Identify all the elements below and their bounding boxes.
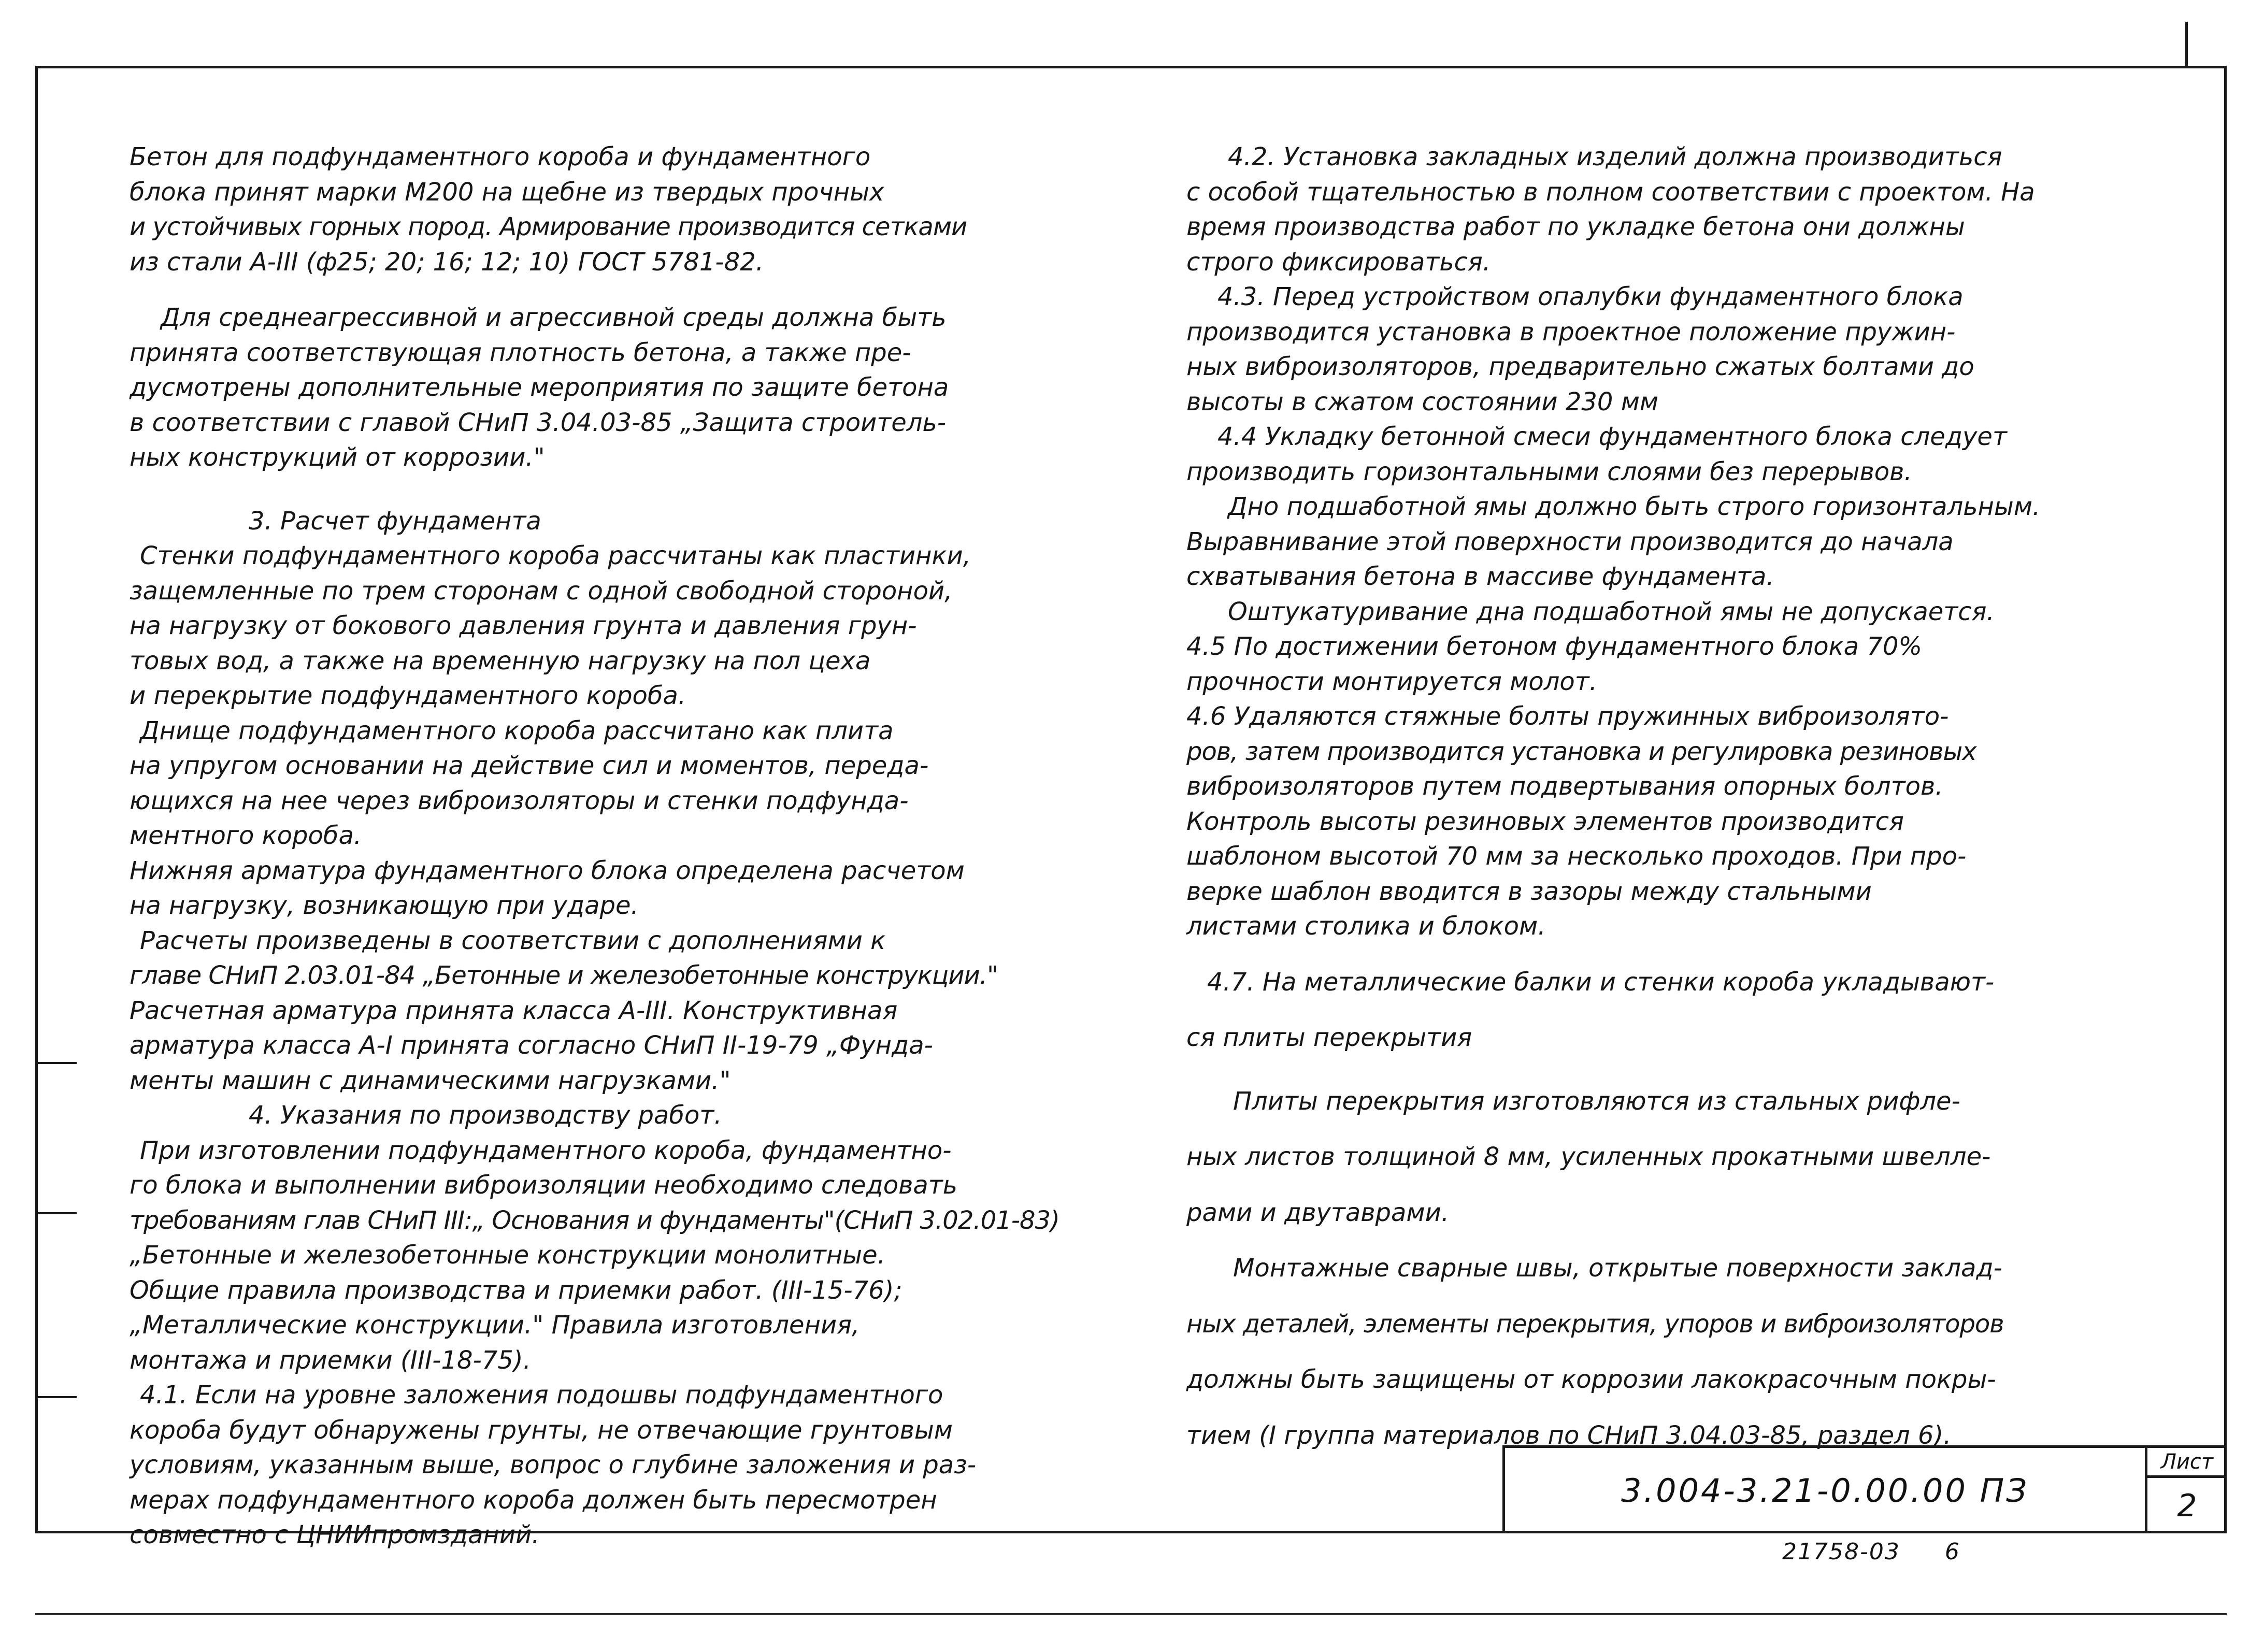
paragraph-line: тием (I группа материалов по СНиП 3.04.03-85, раздел 6). — [1186, 1420, 1952, 1450]
paragraph-line: Расчеты произведены в соответствии с дополнениями к — [140, 926, 886, 955]
paragraph-line: Контроль высоты резиновых элементов производится — [1186, 807, 1904, 836]
paragraph-line: Днище подфундаментного короба рассчитано как плита — [140, 716, 894, 745]
paragraph-line: верке шаблон вводится в зазоры между стальными — [1186, 877, 1872, 906]
paragraph-line: защемленные по трем сторонам с одной свободной стороной, — [130, 576, 953, 606]
paragraph-line: Нижняя арматура фундаментного блока определена расчетом — [130, 856, 965, 885]
sheet-cell — [2147, 1448, 2227, 1533]
paragraph-line: на нагрузку от бокового давления грунта и давления грун- — [130, 611, 917, 640]
paragraph-line: листами столика и блоком. — [1186, 912, 1546, 941]
paragraph-line: При изготовлении подфундаментного короба, фундаментно- — [140, 1136, 952, 1165]
paragraph-line: 4.3. Перед устройством опалубки фундаментного блока — [1217, 282, 1964, 311]
paragraph-line: главе СНиП 2.03.01-84 „Бетонные и железобетонные конструкции." — [130, 961, 998, 990]
paragraph-line: го блока и выполнении виброизоляции необходимо следовать — [130, 1171, 958, 1200]
section-heading-works: 4. Указания по производству работ. — [249, 1101, 722, 1130]
title-block-stamp — [1502, 1445, 2227, 1533]
paragraph-line: 4.6 Удаляются стяжные болты пружинных виброизолято- — [1186, 702, 1949, 731]
paragraph-line: ющихся на нее через виброизоляторы и стенки подфунда- — [130, 786, 909, 815]
paragraph-line: и устойчивых горных пород. Армирование производится сетками — [130, 212, 967, 241]
paragraph-line: Плиты перекрытия изготовляются из стальных рифле- — [1233, 1086, 1960, 1116]
paragraph-line: принята соответствующая плотность бетона, а также пре- — [130, 338, 911, 367]
paragraph-line: условиям, указанным выше, вопрос о глубине заложения и раз- — [130, 1450, 977, 1479]
paragraph-line: ров, затем производится установка и регулировка резиновых — [1186, 737, 1976, 766]
paragraph-line: из стали А-III (ф25; 20; 16; 12; 10) ГОСТ 5781-82. — [130, 247, 764, 277]
paragraph-line: монтажа и приемки (III-18-75). — [130, 1345, 531, 1375]
paragraph-line: на нагрузку, возникающую при ударе. — [130, 891, 639, 920]
paragraph-line: Дно подшаботной ямы должно быть строго горизонтальным. — [1228, 492, 2041, 521]
paragraph-line: мерах подфундаментного короба должен быть пересмотрен — [130, 1485, 937, 1515]
document-code: 3.004-3.21-0.00.00 ПЗ — [1505, 1448, 2147, 1533]
paragraph-line: строго фиксироваться. — [1186, 247, 1491, 277]
paragraph-line: шаблоном высотой 70 мм за несколько проходов. При про- — [1186, 842, 1967, 871]
paragraph-line: ментного короба. — [130, 821, 362, 850]
paragraph-line: 4.1. Если на уровне заложения подошвы подфундаментного — [140, 1381, 943, 1410]
paragraph-line: „Бетонные и железобетонные конструкции монолитные. — [130, 1241, 885, 1270]
paragraph-line: схватывания бетона в массиве фундамента. — [1186, 562, 1774, 591]
paragraph-line: совместно с ЦНИИпромзданий. — [130, 1520, 540, 1549]
paragraph-line: Для среднеагрессивной и агрессивной среды должна быть — [161, 303, 947, 332]
paragraph-line: арматура класса А-I принята согласно СНиП II-19-79 „Фунда- — [130, 1031, 933, 1060]
paragraph-line: высоты в сжатом состоянии 230 мм — [1186, 387, 1659, 416]
paragraph-line: рами и двутаврами. — [1186, 1198, 1450, 1227]
paragraph-line: 4.2. Установка закладных изделий должна производиться — [1228, 142, 2002, 171]
right-text-column — [1186, 140, 2181, 1453]
sheet-number: 2 — [2177, 1487, 2197, 1524]
paragraph-line: ных листов толщиной 8 мм, усиленных прокатными швелле- — [1186, 1142, 1991, 1171]
frame-corner-mark — [2185, 22, 2188, 68]
paragraph-line: „Металлические конструкции." Правила изготовления, — [130, 1311, 860, 1340]
paragraph-line: менты машин с динамическими нагрузками." — [130, 1066, 731, 1095]
page-number: 6 — [1944, 1539, 1960, 1565]
paragraph-line: короба будут обнаружены грунты, не отвечающие грунтовым — [130, 1415, 953, 1445]
paragraph-line: 4.7. На металлические балки и стенки короба укладывают- — [1207, 967, 1995, 997]
paragraph-line: на упругом основании на действие сил и моментов, переда- — [130, 751, 929, 780]
binding-margin-tick — [35, 1396, 77, 1398]
paragraph-line: Общие правила производства и приемки работ. (III-15-76); — [130, 1275, 902, 1305]
paragraph-line: Монтажные сварные швы, открытые поверхности заклад- — [1233, 1254, 2002, 1283]
paragraph-line: прочности монтируется молот. — [1186, 667, 1597, 696]
paragraph-line: дусмотрены дополнительные мероприятия по защите бетона — [130, 373, 949, 402]
paragraph-line: Бетон для подфундаментного короба и фундаментного — [130, 142, 871, 171]
paragraph-line: ся плиты перекрытия — [1186, 1023, 1472, 1052]
paragraph-line: с особой тщательностью в полном соответствии с проектом. На — [1186, 177, 2035, 207]
paragraph-line: виброизоляторов путем подвертывания опорных болтов. — [1186, 772, 1943, 801]
paragraph-line: Выравнивание этой поверхности производится до начала — [1186, 527, 1954, 556]
paragraph-line: производится установка в проектное положение пружин- — [1186, 317, 1956, 347]
binding-margin-tick — [35, 1062, 77, 1064]
inventory-number: 21758-03 — [1782, 1539, 1900, 1565]
paragraph-line: ных деталей, элементы перекрытия, упоров и виброизоляторов — [1186, 1309, 2004, 1339]
paragraph-line: время производства работ по укладке бетона они должны — [1186, 212, 1965, 241]
paragraph-line: ных виброизоляторов, предварительно сжатых болтами до — [1186, 352, 1974, 381]
paragraph-line: товых вод, а также на временную нагрузку на пол цеха — [130, 646, 871, 676]
paragraph-line: Расчетная арматура принята класса А-III. Конструктивная — [130, 996, 898, 1025]
paragraph-line: в соответствии с главой СНиП 3.04.03-85 „Защита строитель- — [130, 408, 947, 437]
paragraph-line: 4.5 По достижении бетоном фундаментного блока 70% — [1186, 632, 1923, 661]
inventory-footer — [1782, 1539, 1960, 1565]
paragraph-line: Оштукатуривание дна подшаботной ямы не допускается. — [1228, 597, 1995, 626]
binding-margin-tick — [35, 1212, 77, 1214]
paragraph-line: блока принят марки М200 на щебне из твердых прочных — [130, 177, 884, 207]
paragraph-line: требованиям глав СНиП III:„ Основания и фундаменты"(СНиП 3.02.01-83) — [130, 1205, 1059, 1235]
paragraph-line: Стенки подфундаментного короба рассчитаны как пластинки, — [140, 541, 971, 570]
paragraph-line: должны быть защищены от коррозии лакокрасочным покры- — [1186, 1365, 1996, 1394]
bottom-rule — [35, 1613, 2227, 1615]
left-text-column — [130, 140, 1140, 1553]
paragraph-line: ных конструкций от коррозии." — [130, 443, 545, 472]
section-heading-calculation: 3. Расчет фундамента — [249, 506, 541, 536]
paragraph-line: 4.4 Укладку бетонной смеси фундаментного блока следует — [1217, 422, 2007, 451]
paragraph-line: производить горизонтальными слоями без перерывов. — [1186, 457, 1912, 486]
paragraph-line: и перекрытие подфундаментного короба. — [130, 681, 686, 710]
sheet-label: Лист — [2147, 1448, 2227, 1478]
